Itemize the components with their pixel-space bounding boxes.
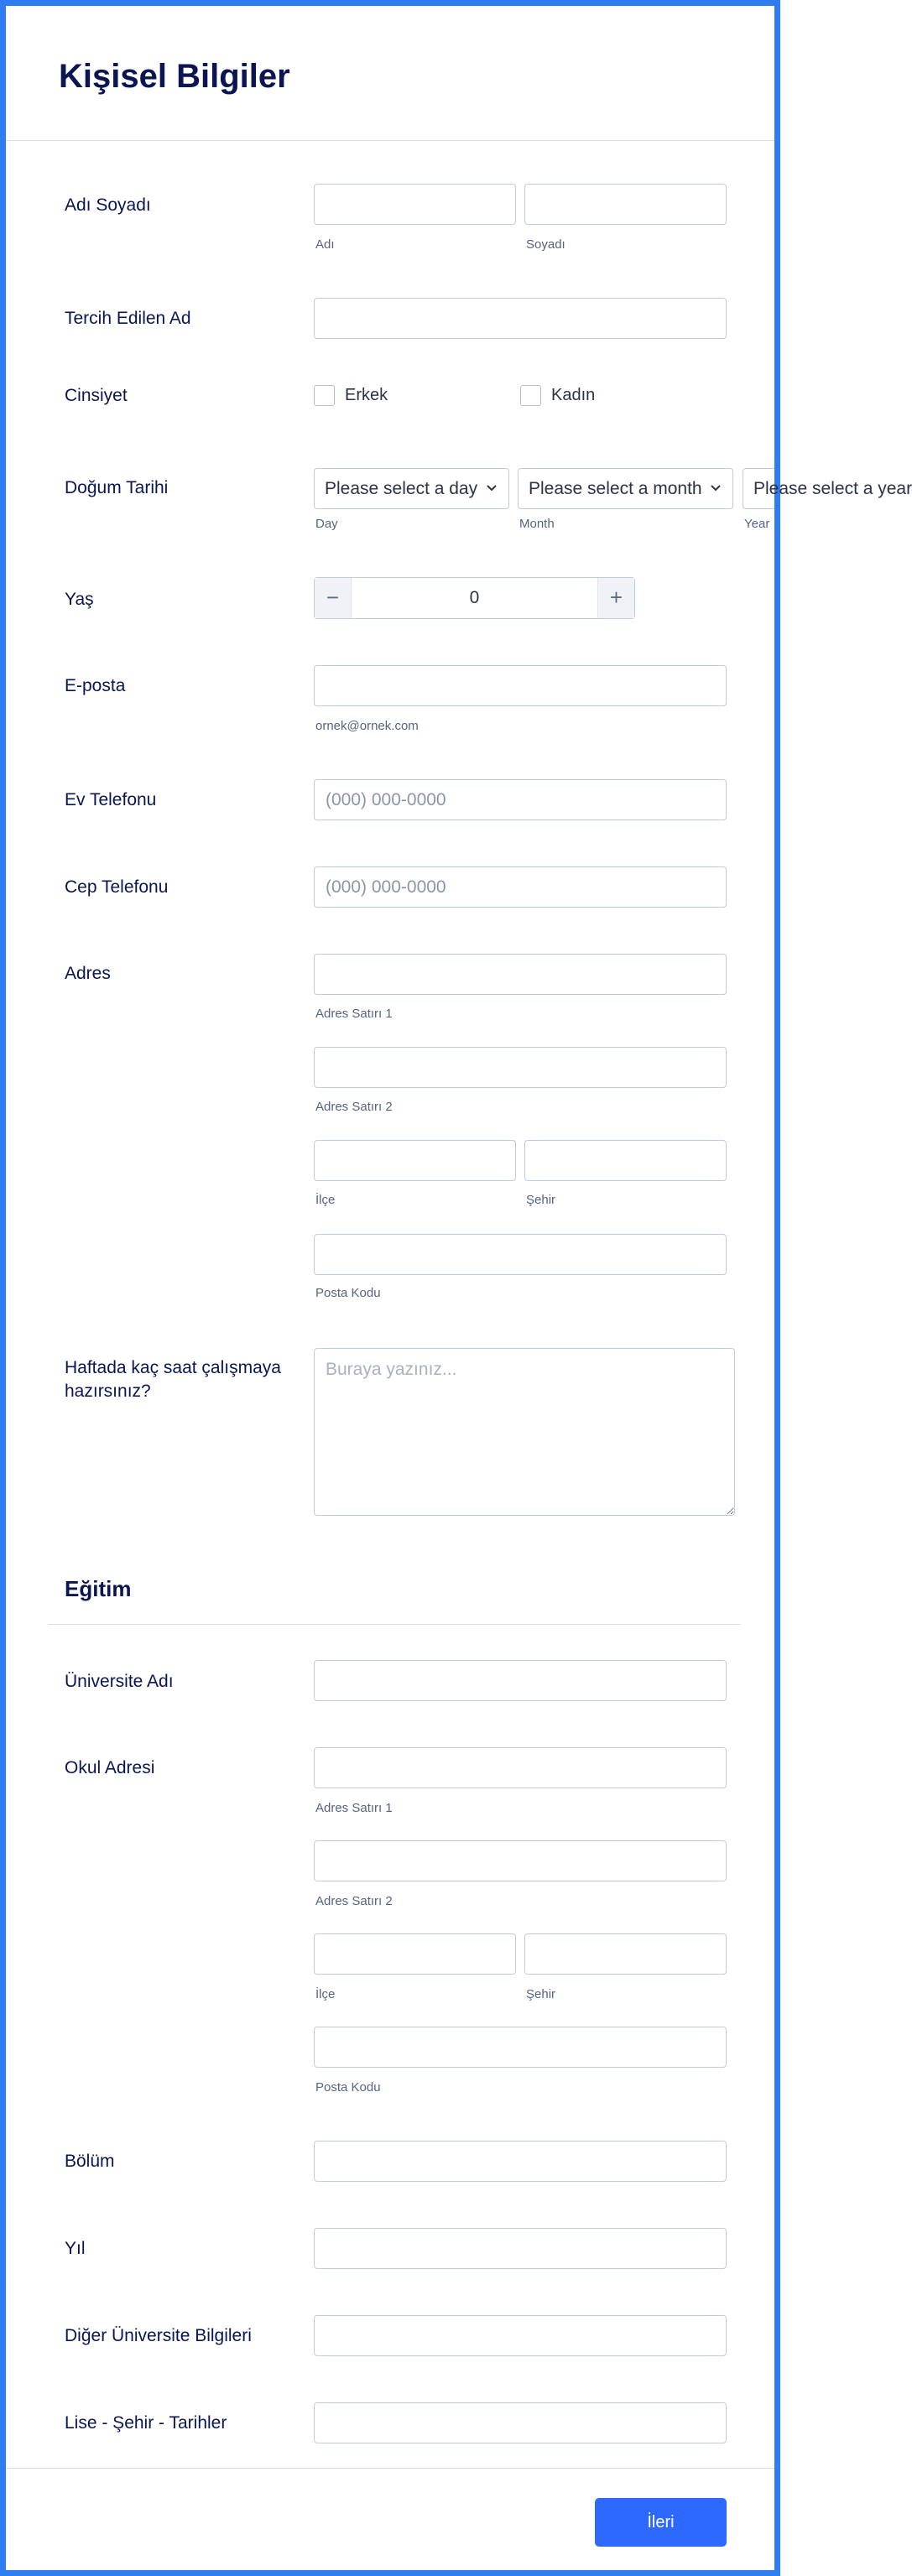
next-button[interactable]: İleri — [595, 2498, 727, 2547]
full-name-label: Adı Soyadı — [65, 195, 151, 215]
gender-female-checkbox[interactable] — [520, 385, 541, 406]
address-district-sublabel: İlçe — [315, 1193, 336, 1207]
birth-year-placeholder: Please select a year — [753, 479, 912, 498]
gender-male-label[interactable]: Erkek — [345, 386, 388, 404]
education-section-title: Eğitim — [65, 1576, 132, 1601]
birth-month-sublabel: Month — [519, 517, 555, 531]
high-school-label: Lise - Şehir - Tarihler — [65, 2413, 227, 2433]
age-label: Yaş — [65, 590, 94, 609]
address-line2-sublabel: Adres Satırı 2 — [315, 1100, 393, 1114]
high-school-input[interactable] — [314, 2402, 727, 2443]
address-postal-sublabel: Posta Kodu — [315, 1286, 381, 1300]
hours-textarea[interactable] — [314, 1348, 735, 1516]
school-address-label: Okul Adresi — [65, 1758, 155, 1777]
preferred-name-input[interactable] — [314, 298, 727, 339]
year-input[interactable] — [314, 2228, 727, 2269]
school-address-city-sublabel: Şehir — [526, 1987, 556, 2001]
age-increment-button[interactable]: + — [597, 578, 634, 618]
address-city-sublabel: Şehir — [526, 1193, 556, 1207]
last-name-input[interactable] — [524, 184, 727, 225]
university-input[interactable] — [314, 1660, 727, 1701]
department-label: Bölüm — [65, 2152, 115, 2171]
other-university-label: Diğer Üniversite Bilgileri — [65, 2326, 252, 2345]
school-address-district-sublabel: İlçe — [315, 1987, 336, 2001]
address-label: Adres — [65, 964, 111, 983]
gender-label: Cinsiyet — [65, 386, 128, 405]
school-address-line2-sublabel: Adres Satırı 2 — [315, 1894, 393, 1908]
age-stepper[interactable] — [314, 577, 635, 619]
department-input[interactable] — [314, 2141, 727, 2182]
school-address-postal-sublabel: Posta Kodu — [315, 2080, 381, 2095]
school-address-postal-input[interactable] — [314, 2027, 727, 2068]
school-address-line1-input[interactable] — [314, 1747, 727, 1788]
address-district-input[interactable] — [314, 1140, 516, 1181]
first-name-sublabel: Adı — [315, 237, 335, 252]
address-postal-input[interactable] — [314, 1234, 727, 1275]
gender-female-label[interactable]: Kadın — [551, 386, 596, 404]
address-line1-sublabel: Adres Satırı 1 — [315, 1007, 393, 1021]
school-address-line1-sublabel: Adres Satırı 1 — [315, 1801, 393, 1815]
birth-day-select[interactable] — [314, 468, 509, 509]
other-university-input[interactable] — [314, 2315, 727, 2356]
school-address-city-input[interactable] — [524, 1933, 727, 1975]
mobile-phone-input[interactable]: (000) 000-0000 — [314, 866, 727, 908]
university-label: Üniversite Adı — [65, 1672, 174, 1691]
address-city-input[interactable] — [524, 1140, 727, 1181]
chevron-down-icon — [709, 483, 722, 493]
age-value[interactable]: 0 — [469, 588, 480, 607]
school-address-district-input[interactable] — [314, 1933, 516, 1975]
birth-month-select[interactable] — [518, 468, 733, 509]
first-name-input[interactable] — [314, 184, 516, 225]
email-sublabel: ornek@ornek.com — [315, 719, 419, 733]
preferred-name-label: Tercih Edilen Ad — [65, 309, 191, 328]
birth-month-placeholder: Please select a month — [529, 479, 702, 498]
birth-day-placeholder: Please select a day — [325, 479, 478, 498]
hours-label: Haftada kaç saat çalışmaya hazırsınız? — [65, 1358, 281, 1401]
home-phone-input[interactable]: (000) 000-0000 — [314, 779, 727, 820]
home-phone-label: Ev Telefonu — [65, 790, 157, 809]
header-divider — [6, 140, 774, 141]
address-line2-input[interactable] — [314, 1047, 727, 1088]
address-line1-input[interactable] — [314, 954, 727, 995]
chevron-down-icon — [485, 483, 498, 493]
email-input[interactable] — [314, 665, 727, 706]
birth-day-sublabel: Day — [315, 517, 338, 531]
year-label: Yıl — [65, 2239, 86, 2258]
birth-year-select[interactable] — [743, 468, 912, 509]
email-label: E-posta — [65, 676, 126, 695]
last-name-sublabel: Soyadı — [526, 237, 565, 252]
birth-date-label: Doğum Tarihi — [65, 478, 169, 497]
age-decrement-button[interactable]: − — [315, 578, 352, 618]
birth-year-sublabel: Year — [744, 517, 770, 531]
gender-male-checkbox[interactable] — [314, 385, 335, 406]
education-divider — [48, 1624, 741, 1625]
footer-divider — [6, 2468, 774, 2469]
school-address-line2-input[interactable] — [314, 1840, 727, 1881]
mobile-phone-label: Cep Telefonu — [65, 877, 169, 897]
page-title: Kişisel Bilgiler — [59, 58, 290, 95]
